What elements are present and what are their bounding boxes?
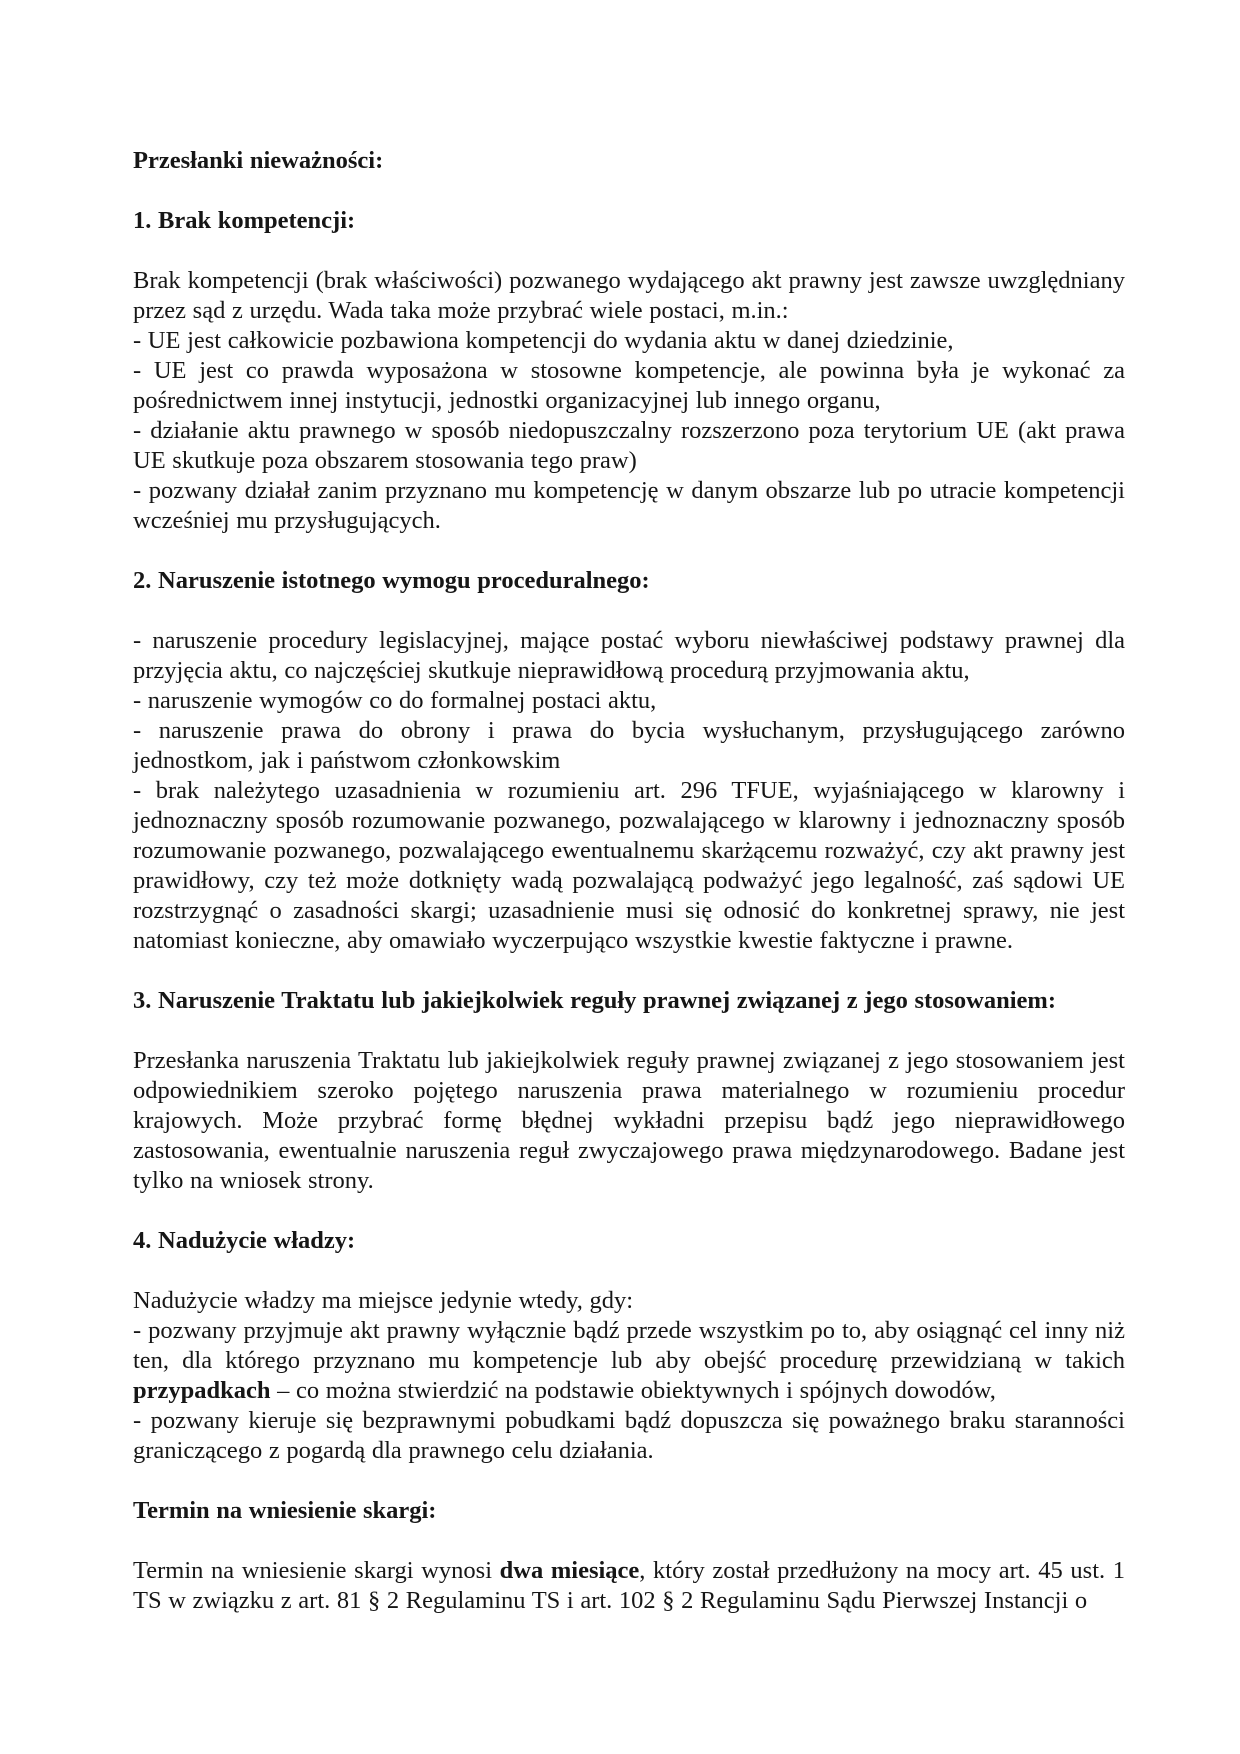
text-run: 4. Nadużycie władzy: [133, 1227, 356, 1254]
text-run: - brak należytego uzasadnienia w rozumieniu art. 296 TFUE, wyjaśniającego w klarowny i jednoznaczny sposób rozumowanie pozwanego, pozwalającego w klarowny i jednoznaczny sposób rozumowanie pozwanego, pozwalającego ewentualnemu skarżącemu rozważyć, czy akt prawny jest prawidłowy, czy też może dotknięty wadą pozwalającą podważyć jego legalność, zaś sądowi UE rozstrzygnąć o zasadności skargi; uzasadnienie musi się odnosić do konkretnej sprawy, nie jest natomiast konieczne, aby omawiało wyczerpująco wszystkie kwestie faktyczne i prawne. [133, 777, 1125, 954]
section-heading [133, 566, 1125, 596]
text-run: - UE jest co prawda wyposażona w stosowne kompetencje, ale powinna była je wykonać za pośrednictwem innej instytucji, jednostki organizacyjnej lub innego organu, [133, 357, 1125, 414]
text-run: – co można stwierdzić na podstawie obiektywnych i spójnych dowodów, [270, 1377, 996, 1404]
text-run: Przesłanki nieważności: [133, 147, 384, 174]
paragraph-line [133, 1316, 1125, 1406]
paragraph-line [133, 476, 1125, 536]
text-run: , który został przedłużony na mocy art. 45 ust. 1 TS w związku z art. 81 § 2 Regulaminu TS i art. 102 § 2 Regulaminu Sądu Pierwszej Instancji o [133, 1557, 1126, 1614]
paragraph-line [133, 686, 1125, 716]
section-heading [133, 1496, 1125, 1526]
paragraph-line [133, 1046, 1125, 1196]
bold-text-run: przypadkach [133, 1377, 271, 1404]
section-heading [133, 986, 1125, 1016]
paragraph-line [133, 1556, 1125, 1616]
text-run: - pozwany działał zanim przyznano mu kompetencję w danym obszarze lub po utracie kompetencji wcześniej mu przysługujących. [133, 477, 1125, 534]
paragraph-line [133, 626, 1125, 686]
text-run: Przesłanka naruszenia Traktatu lub jakiejkolwiek reguły prawnej związanej z jego stosowaniem jest odpowiednikiem szeroko pojętego naruszenia prawa materialnego w rozumieniu procedur krajowych. Może przybrać formę błędnej wykładni przepisu bądź jego nieprawidłowego zastosowania, ewentualnie naruszenia reguł zwyczajowego prawa międzynarodowego. Badane jest tylko na wniosek strony. [133, 1047, 1125, 1194]
section-heading [133, 206, 1125, 236]
paragraph-line [133, 1286, 1125, 1316]
bold-text-run: dwa miesiące [499, 1557, 640, 1584]
text-run: - pozwany kieruje się bezprawnymi pobudkami bądź dopuszcza się poważnego braku staranności graniczącego z pogardą dla prawnego celu działania. [133, 1407, 1125, 1464]
document-body [133, 146, 1125, 1616]
text-run: - UE jest całkowicie pozbawiona kompetencji do wydania aktu w danej dziedzinie, [133, 327, 954, 354]
paragraph-line [133, 1406, 1125, 1466]
paragraph-line [133, 266, 1125, 326]
section-heading [133, 146, 1125, 176]
text-run: 1. Brak kompetencji: [133, 207, 356, 234]
text-run: Termin na wniesienie skargi wynosi [133, 1557, 500, 1584]
paragraph-line [133, 326, 1125, 356]
text-run: 2. Naruszenie istotnego wymogu proceduralnego: [133, 567, 650, 594]
paragraph-line [133, 356, 1125, 416]
section-heading [133, 1226, 1125, 1256]
text-run: Nadużycie władzy ma miejsce jedynie wtedy, gdy: [133, 1287, 634, 1314]
text-run: - naruszenie procedury legislacyjnej, mające postać wyboru niewłaściwej podstawy prawnej dla przyjęcia aktu, co najczęściej skutkuje nieprawidłową procedurą przyjmowania aktu, [133, 627, 1125, 684]
paragraph-line [133, 716, 1125, 776]
text-run: - pozwany przyjmuje akt prawny wyłącznie bądź przede wszystkim po to, aby osiągnąć cel inny niż ten, dla którego przyznano mu kompetencje lub aby obejść procedurę przewidzianą w takich [133, 1317, 1125, 1374]
text-run: 3. Naruszenie Traktatu lub jakiejkolwiek reguły prawnej związanej z jego stosowaniem: [133, 987, 1056, 1014]
text-run: Termin na wniesienie skargi: [133, 1497, 437, 1524]
text-run: - działanie aktu prawnego w sposób niedopuszczalny rozszerzono poza terytorium UE (akt prawa UE skutkuje poza obszarem stosowania tego praw) [133, 417, 1125, 474]
text-run: - naruszenie prawa do obrony i prawa do bycia wysłuchanym, przysługującego zarówno jednostkom, jak i państwom członkowskim [133, 717, 1125, 774]
paragraph-line [133, 416, 1125, 476]
text-run: Brak kompetencji (brak właściwości) pozwanego wydającego akt prawny jest zawsze uwzględniany przez sąd z urzędu. Wada taka może przybrać wiele postaci, m.in.: [133, 267, 1125, 324]
paragraph-line [133, 776, 1125, 956]
text-run: - naruszenie wymogów co do formalnej postaci aktu, [133, 687, 657, 714]
